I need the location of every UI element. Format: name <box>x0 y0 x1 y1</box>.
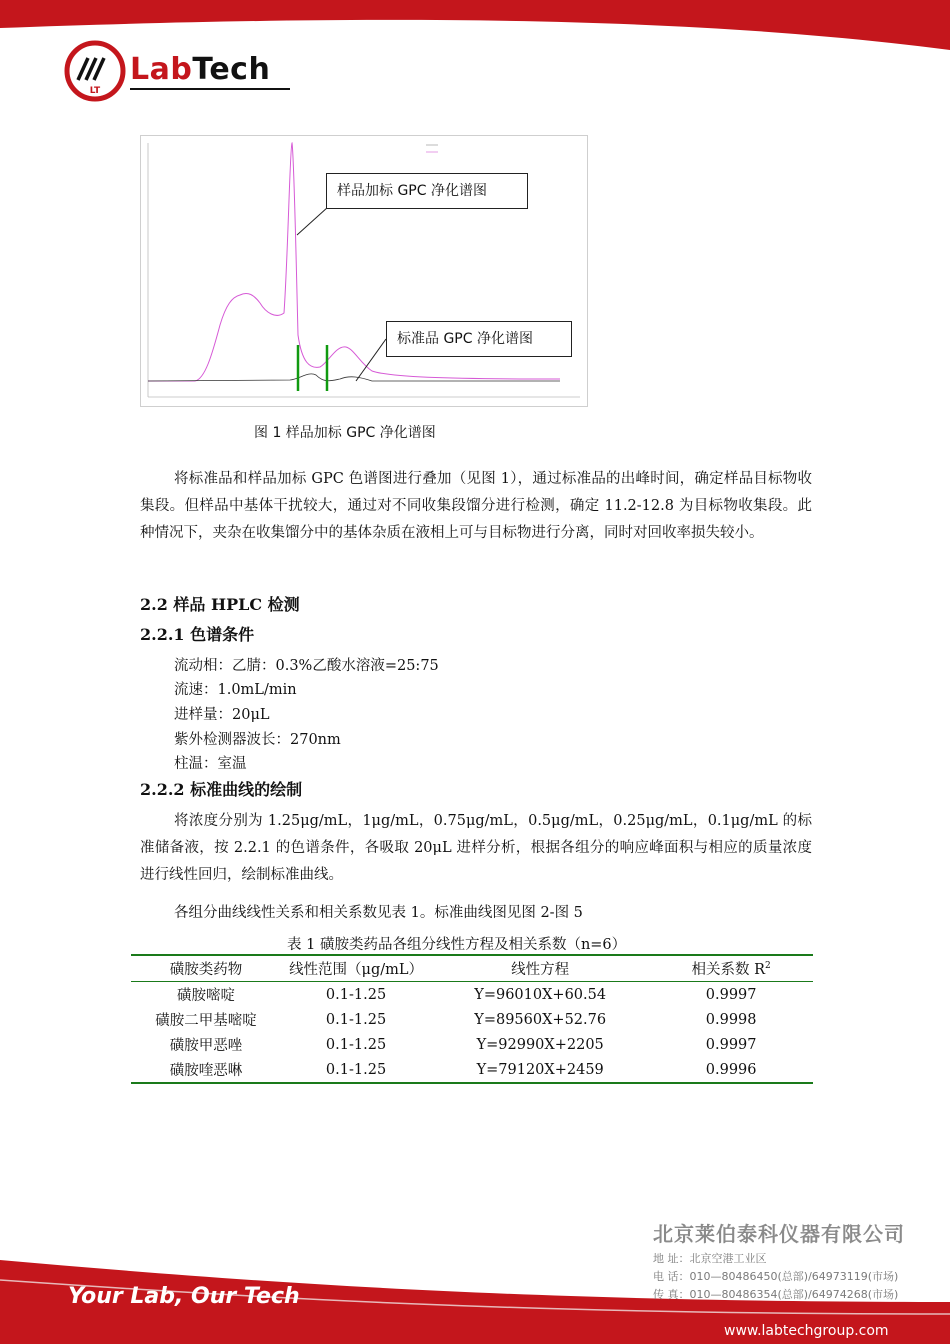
cell-range: 0.1-1.25 <box>325 1011 387 1028</box>
condition-flow-rate: 流速：1.0mL/min <box>174 682 297 698</box>
condition-injection-volume: 进样量：20μL <box>174 707 270 723</box>
logo-initials: LT <box>89 86 101 96</box>
header-band <box>0 0 950 60</box>
heading-2-2-1: 2.2.1 色谱条件 <box>140 625 255 644</box>
cell-range: 0.1-1.25 <box>281 1057 431 1083</box>
logo-underline <box>130 88 290 90</box>
callout-standard-gpc: 标准品 GPC 净化谱图 <box>386 321 572 357</box>
cell-r2: 0.9998 <box>705 1011 757 1028</box>
paragraph-table-ref: 各组分曲线线性关系和相关系数见表 1。标准曲线图见图 2-图 5 <box>174 905 583 921</box>
cell-r2: 0.9997 <box>705 986 757 1003</box>
footer-band <box>0 1190 950 1344</box>
figure-1-chromatogram <box>140 135 588 407</box>
table-header-row <box>131 955 813 982</box>
cell-range: 0.1-1.25 <box>325 986 387 1003</box>
callout-sample-gpc: 样品加标 GPC 净化谱图 <box>326 173 528 209</box>
heading-2-2: 2.2 样品 HPLC 检测 <box>140 595 300 614</box>
cell-equation: Y=96010X+60.54 <box>474 986 607 1003</box>
col-r2-sup: 2 <box>765 961 771 972</box>
table-row <box>131 1032 813 1057</box>
cell-drug: 磺胺二甲基嘧啶 <box>155 1013 257 1029</box>
website-link[interactable]: www.labtechgroup.com <box>724 1323 889 1339</box>
table-row <box>131 1007 813 1032</box>
cell-drug: 磺胺喹恶啉 <box>131 1057 281 1083</box>
table-1-caption: 表 1 磺胺类药品各组分线性方程及相关系数（n=6） <box>287 937 627 953</box>
cell-range: 0.1-1.25 <box>325 1036 387 1053</box>
col-r2-label: 相关系数 R <box>691 962 766 978</box>
cell-r2: 0.9996 <box>649 1057 813 1083</box>
table-row <box>131 1057 813 1083</box>
cell-r2: 0.9997 <box>705 1036 757 1053</box>
paragraph-gpc-overlay: 将标准品和样品加标 GPC 色谱图进行叠加（见图 1），通过标准品的出峰时间，确定样品目标物收集段。但样品中基体干扰较大，通过对不同收集段馏分进行检测，确定 11.2-12.8 为目标物收集段。此种情况下，夹杂在收集馏分中的基体杂质在液相上可与目标物进行分离，同时对回收率损失较小。 <box>140 471 812 541</box>
company-phone: 电 话：010—80486450(总部)/64973119(市场) <box>653 1270 899 1283</box>
cell-equation: Y=89560X+52.76 <box>474 1011 607 1028</box>
company-fax: 传 真：010—80486354(总部)/64974268(市场) <box>653 1288 899 1301</box>
cell-equation: Y=92990X+2205 <box>476 1036 604 1053</box>
table-1 <box>131 954 813 1084</box>
col-range: 线性范围（μg/mL） <box>281 955 431 982</box>
company-address: 地 址：北京空港工业区 <box>653 1252 767 1265</box>
logo-wordmark <box>130 52 270 87</box>
table-row <box>131 982 813 1008</box>
paragraph-standard-curve: 将浓度分别为 1.25μg/mL，1μg/mL，0.75μg/mL，0.5μg/mL，0.25μg/mL，0.1μg/mL 的标准储备液，按 2.2.1 的色谱条件，各吸取 20μL 进样分析，根据各组分的响应峰面积与相应的质量浓度进行线性回归，绘制标准曲线。 <box>140 813 812 883</box>
condition-mobile-phase: 流动相：乙腈：0.3%乙酸水溶液=25:75 <box>174 658 439 674</box>
condition-column-temp: 柱温：室温 <box>174 756 247 772</box>
col-drug: 磺胺类药物 <box>131 955 281 982</box>
figure-1-caption: 图 1 样品加标 GPC 净化谱图 <box>254 425 436 441</box>
cell-drug: 磺胺嘧啶 <box>177 988 236 1004</box>
company-name: 北京莱伯泰科仪器有限公司 <box>653 1222 905 1246</box>
heading-2-2-2: 2.2.2 标准曲线的绘制 <box>140 780 303 799</box>
col-equation: 线性方程 <box>431 955 649 982</box>
cell-drug: 磺胺甲恶唑 <box>169 1038 243 1054</box>
cell-equation: Y=79120X+2459 <box>431 1057 649 1083</box>
labtech-logo-icon <box>64 40 126 102</box>
slogan: Your Lab, Our Tech <box>68 1284 300 1309</box>
logo-tech: Tech <box>192 52 271 87</box>
col-r2 <box>649 955 813 982</box>
logo-lab: Lab <box>130 52 193 87</box>
condition-uv-wavelength: 紫外检测器波长：270nm <box>174 732 341 748</box>
